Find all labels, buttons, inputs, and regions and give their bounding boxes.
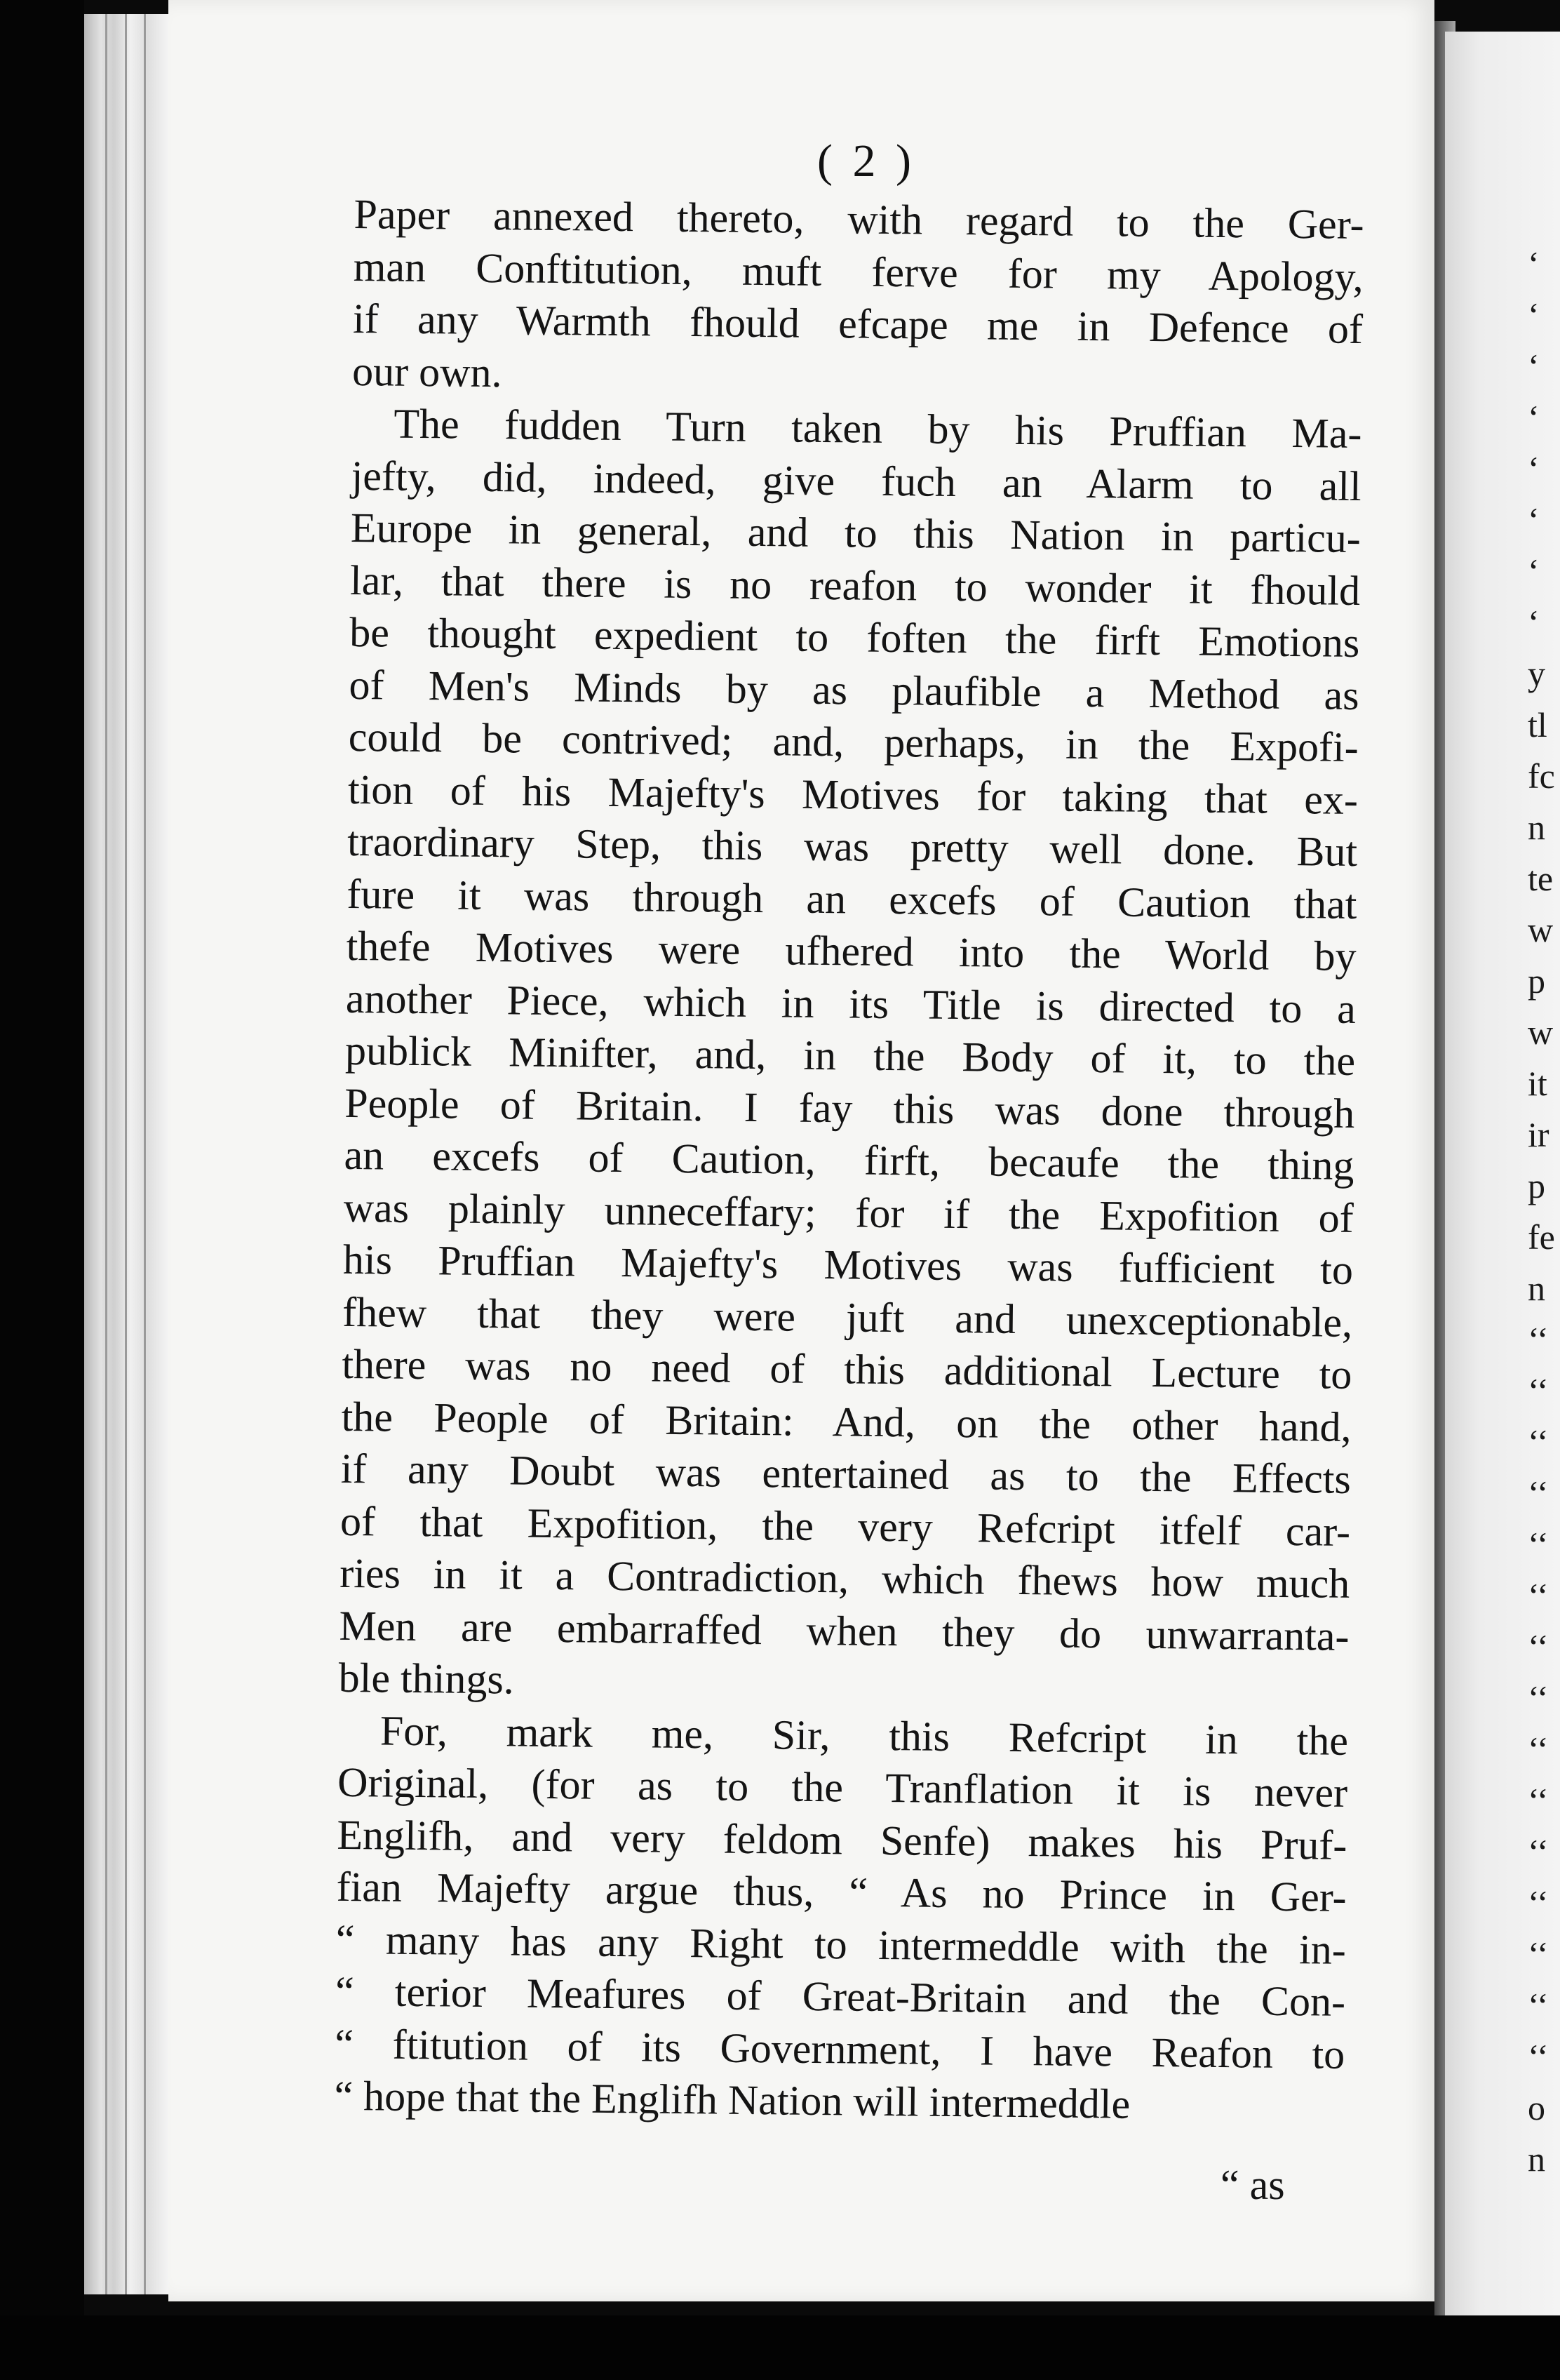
text-line: Original, (for as to the Tranflation it is never [337,1758,1348,1816]
facing-page-text [1528,239,1560,2185]
facing-fragment: ir [1528,1115,1549,1154]
facing-fragment: ‘ [1528,347,1540,386]
text-line: Europe in general, and to this Nation in particu- [350,504,1361,562]
text-line: fian Majefty argue thus, “ As no Prince in Ger- [336,1863,1347,1920]
facing-fragment: ‘‘ [1528,1832,1549,1871]
facing-fragment: ‘ [1528,244,1540,283]
facing-fragment: ‘‘ [1528,1934,1549,1974]
facing-fragment: it [1528,1064,1547,1103]
facing-fragment: ‘ [1528,398,1540,437]
text-line: his Pruffian Majefty's Motives was fufficient to [342,1236,1354,1293]
text-line: could be contrived; and, perhaps, in the Expofi- [348,713,1359,771]
gutter-line [144,14,146,2294]
text-line: if any Doubt was entertained as to the Effects [340,1445,1352,1502]
text-line: jefty, did, indeed, give fuch an Alarm to all [351,452,1361,509]
body-text [334,188,1364,2132]
scan-border-left [0,0,84,2380]
facing-fragment: n [1528,808,1545,847]
facing-fragment: ‘‘ [1528,1678,1549,1718]
facing-fragment: ‘‘ [1528,1525,1549,1564]
facing-fragment: ‘ [1528,449,1540,488]
facing-fragment: ‘ [1528,603,1540,642]
text-line: ble things. [338,1654,515,1703]
text-line: traordinary Step, this was pretty well done. But [347,817,1358,876]
facing-fragment: w [1528,1012,1554,1052]
text-line: of Men's Minds by as plaufible a Method as [349,661,1359,718]
text-line: our own. [351,347,502,396]
text-line: For, mark me, Sir, this Refcript in the [379,1707,1349,1764]
facing-fragment: ‘‘ [1528,1371,1549,1410]
facing-fragment: n [1528,1269,1545,1308]
text-line: Men are embarraffed when they do unwarranta- [339,1602,1350,1659]
facing-fragment: ‘‘ [1528,1320,1549,1359]
text-line: thefe Motives were ufhered into the World by [346,922,1357,980]
facing-fragment: ‘ [1528,295,1540,335]
facing-fragment: fe [1528,1217,1555,1257]
text-line: was plainly unneceffary; for if the Expofition of [343,1184,1354,1241]
facing-fragment: o [1528,2088,1545,2127]
facing-fragment: te [1528,859,1554,898]
facing-fragment: p [1528,1166,1545,1205]
text-line: “ many has any Right to intermeddle with the in- [335,1916,1347,1973]
facing-fragment: w [1528,910,1554,949]
facing-fragment: ‘‘ [1528,2037,1549,2076]
text-line: the People of Britain: And, on the other hand, [341,1393,1352,1450]
facing-fragment: ‘‘ [1528,1883,1549,1923]
facing-fragment: n [1528,2139,1545,2179]
text-line: man Conftitution, muft ferve for my Apology, [353,243,1364,300]
facing-fragment: ‘ [1528,551,1540,591]
facing-fragment: fc [1528,756,1555,796]
text-line: ries in it a Contradiction, which fhews how much [339,1549,1350,1607]
text-line: Paper annexed thereto, with regard to the Ger- [354,190,1364,248]
facing-fragment: ‘‘ [1528,1627,1549,1666]
text-line: if any Warmth fhould efcape me in Defence of [352,295,1364,353]
text-line: “ hope that the Englifh Nation will intermeddle [334,2072,1131,2127]
text-line: People of Britain. I fay this was done through [344,1079,1355,1137]
text-line: an excefs of Caution, firft, becaufe the thing [344,1131,1354,1189]
scan-border-bottom [0,2315,1560,2380]
facing-fragment: y [1528,654,1545,693]
catchword: “ as [1221,2162,1285,2208]
text-line: there was no need of this additional Lecture to [342,1340,1352,1398]
text-line: another Piece, which in its Title is directed to a [345,975,1357,1032]
text-line: be thought expedient to foften the firft Emotions [349,608,1360,667]
facing-fragment: ‘‘ [1528,1781,1549,1820]
text-line: Englifh, and very feldom Senfe) makes his Pruf- [337,1811,1347,1868]
text-line: fhew that they were juft and unexceptionable, [342,1288,1353,1346]
facing-fragment: ‘‘ [1528,1986,1549,2025]
facing-fragment: tl [1528,705,1547,744]
text-line: of that Expofition, the very Refcript itfelf car- [339,1497,1351,1555]
text-line: lar, that there is no reafon to wonder it fhould [349,556,1361,614]
text-line: “ ftitution of its Government, I have Reafon to [334,2020,1345,2078]
facing-fragment: p [1528,961,1545,1001]
gutter-line [105,14,107,2294]
facing-fragment: ‘‘ [1528,1576,1549,1615]
facing-fragment: ‘‘ [1528,1422,1549,1462]
gutter-line [125,14,127,2294]
facing-fragment: ‘‘ [1528,1730,1549,1769]
page-number: ( 2 ) [817,135,915,187]
facing-fragment: ‘ [1528,500,1540,540]
text-line: tion of his Majefty's Motives for taking that ex- [347,766,1359,823]
facing-fragment: ‘‘ [1528,1473,1549,1513]
text-line: The fudden Turn taken by his Pruffian Ma- [394,400,1362,457]
text-line: fure it was through an excefs of Caution that [347,870,1357,928]
text-line: publick Minifter, and, in the Body of it, to the [344,1027,1356,1085]
text-line: “ terior Meafures of Great-Britain and the Con- [335,1967,1346,2025]
